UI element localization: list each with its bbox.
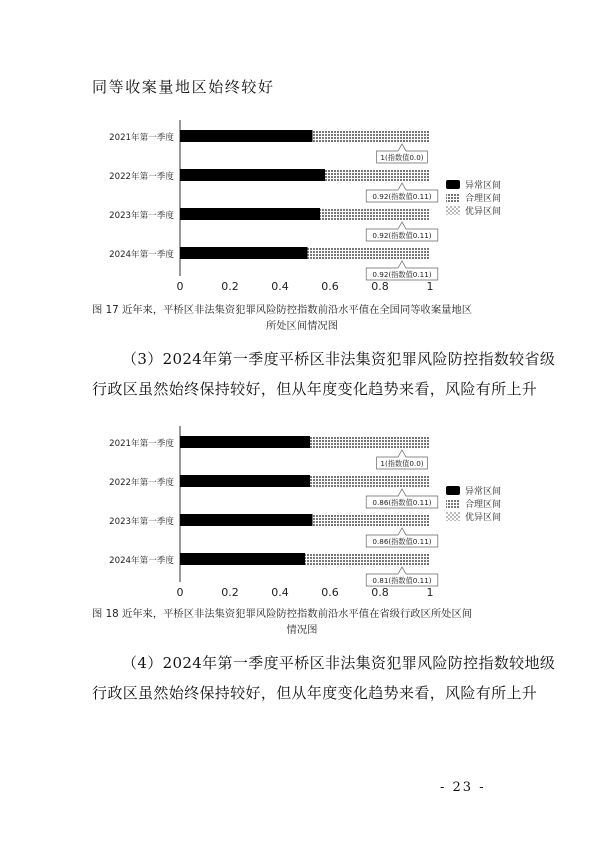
reasonable-bar: [310, 436, 430, 448]
legend-label: 优异区间: [465, 207, 502, 217]
data-label: 0.92(指数值0.11): [372, 270, 432, 279]
legend-swatch: [446, 180, 460, 189]
data-label: 0.81(指数值0.11): [372, 576, 432, 585]
page-number: - 23 -: [440, 780, 486, 795]
abnormal-bar: [180, 436, 310, 448]
abnormal-bar: [180, 247, 308, 259]
data-label: 0.92(指数值0.11): [372, 231, 432, 240]
category-label: 2023年第一季度: [109, 517, 174, 527]
legend-label: 合理区间: [465, 500, 502, 510]
legend-label: 优异区间: [465, 513, 502, 523]
abnormal-bar: [180, 208, 320, 220]
reasonable-bar: [313, 514, 431, 526]
x-tick-label: 0.8: [371, 280, 389, 293]
category-label: 2022年第一季度: [109, 172, 174, 182]
abnormal-bar: [180, 475, 310, 487]
reasonable-bar: [313, 130, 431, 142]
abnormal-bar: [180, 169, 325, 181]
reasonable-bar: [325, 169, 430, 181]
legend-swatch: [446, 206, 460, 215]
x-tick-label: 0: [176, 586, 184, 599]
figure17-caption-line1: 图 17 近年来，平桥区非法集资犯罪风险防控指数前沿水平值在全国同等收案量地区: [92, 304, 473, 316]
figure18-svg: [100, 422, 520, 600]
x-tick-label: 0.6: [321, 586, 339, 599]
category-label: 2021年第一季度: [109, 439, 174, 449]
paragraph-4-line1: （4）2024年第一季度平桥区非法集资犯罪风险防控指数较地级: [122, 654, 556, 672]
legend-label: 异常区间: [465, 487, 502, 497]
data-label: 0.92(指数值0.11): [372, 192, 432, 201]
figure17-chart: [100, 116, 520, 294]
abnormal-bar: [180, 553, 305, 565]
x-tick-label: 0.6: [321, 280, 339, 293]
reasonable-bar: [320, 208, 430, 220]
figure17-svg: [100, 116, 520, 294]
x-tick-label: 0: [176, 280, 184, 293]
category-label: 2023年第一季度: [109, 211, 174, 221]
x-tick-label: 0.8: [371, 586, 389, 599]
paragraph-3-line2: 行政区虽然始终保持较好，但从年度变化趋势来看，风险有所上升: [92, 380, 538, 398]
figure18-caption: [92, 606, 512, 638]
x-tick-label: 1: [426, 586, 434, 599]
data-label: 0.86(指数值0.11): [372, 498, 432, 507]
legend-swatch: [446, 499, 460, 508]
legend-swatch: [446, 193, 460, 202]
figure18-caption-line1: 图 18 近年来，平桥区非法集资犯罪风险防控指数前沿水平值在省级行政区所处区间: [92, 608, 473, 620]
figure17-caption-line2: 所处区间情况图: [265, 320, 339, 332]
reasonable-bar: [308, 247, 431, 259]
abnormal-bar: [180, 130, 313, 142]
x-tick-label: 0.2: [221, 586, 239, 599]
category-label: 2024年第一季度: [109, 556, 174, 566]
category-label: 2024年第一季度: [109, 250, 174, 260]
data-label: 1(指数值0.0): [380, 153, 424, 162]
legend-label: 异常区间: [465, 181, 502, 191]
figure17-caption: [92, 302, 512, 334]
x-tick-label: 0.2: [221, 280, 239, 293]
category-label: 2022年第一季度: [109, 478, 174, 488]
data-label: 0.86(指数值0.11): [372, 537, 432, 546]
legend-label: 合理区间: [465, 194, 502, 204]
paragraph-4: [92, 648, 556, 708]
paragraph-4-line2: 行政区虽然始终保持较好，但从年度变化趋势来看，风险有所上升: [92, 684, 538, 702]
reasonable-bar: [305, 553, 430, 565]
section-heading: 同等收案量地区始终较好: [92, 78, 275, 96]
legend-swatch: [446, 486, 460, 495]
x-tick-label: 0.4: [271, 586, 289, 599]
data-label: 1(指数值0.0): [380, 459, 424, 468]
paragraph-3-line1: （3）2024年第一季度平桥区非法集资犯罪风险防控指数较省级: [122, 350, 556, 368]
figure18-chart: [100, 422, 520, 600]
reasonable-bar: [310, 475, 430, 487]
paragraph-3: [92, 344, 556, 404]
figure18-caption-line2: 情况图: [286, 624, 318, 636]
x-tick-label: 1: [426, 280, 434, 293]
x-tick-label: 0.4: [271, 280, 289, 293]
category-label: 2021年第一季度: [109, 133, 174, 143]
abnormal-bar: [180, 514, 313, 526]
legend-swatch: [446, 512, 460, 521]
